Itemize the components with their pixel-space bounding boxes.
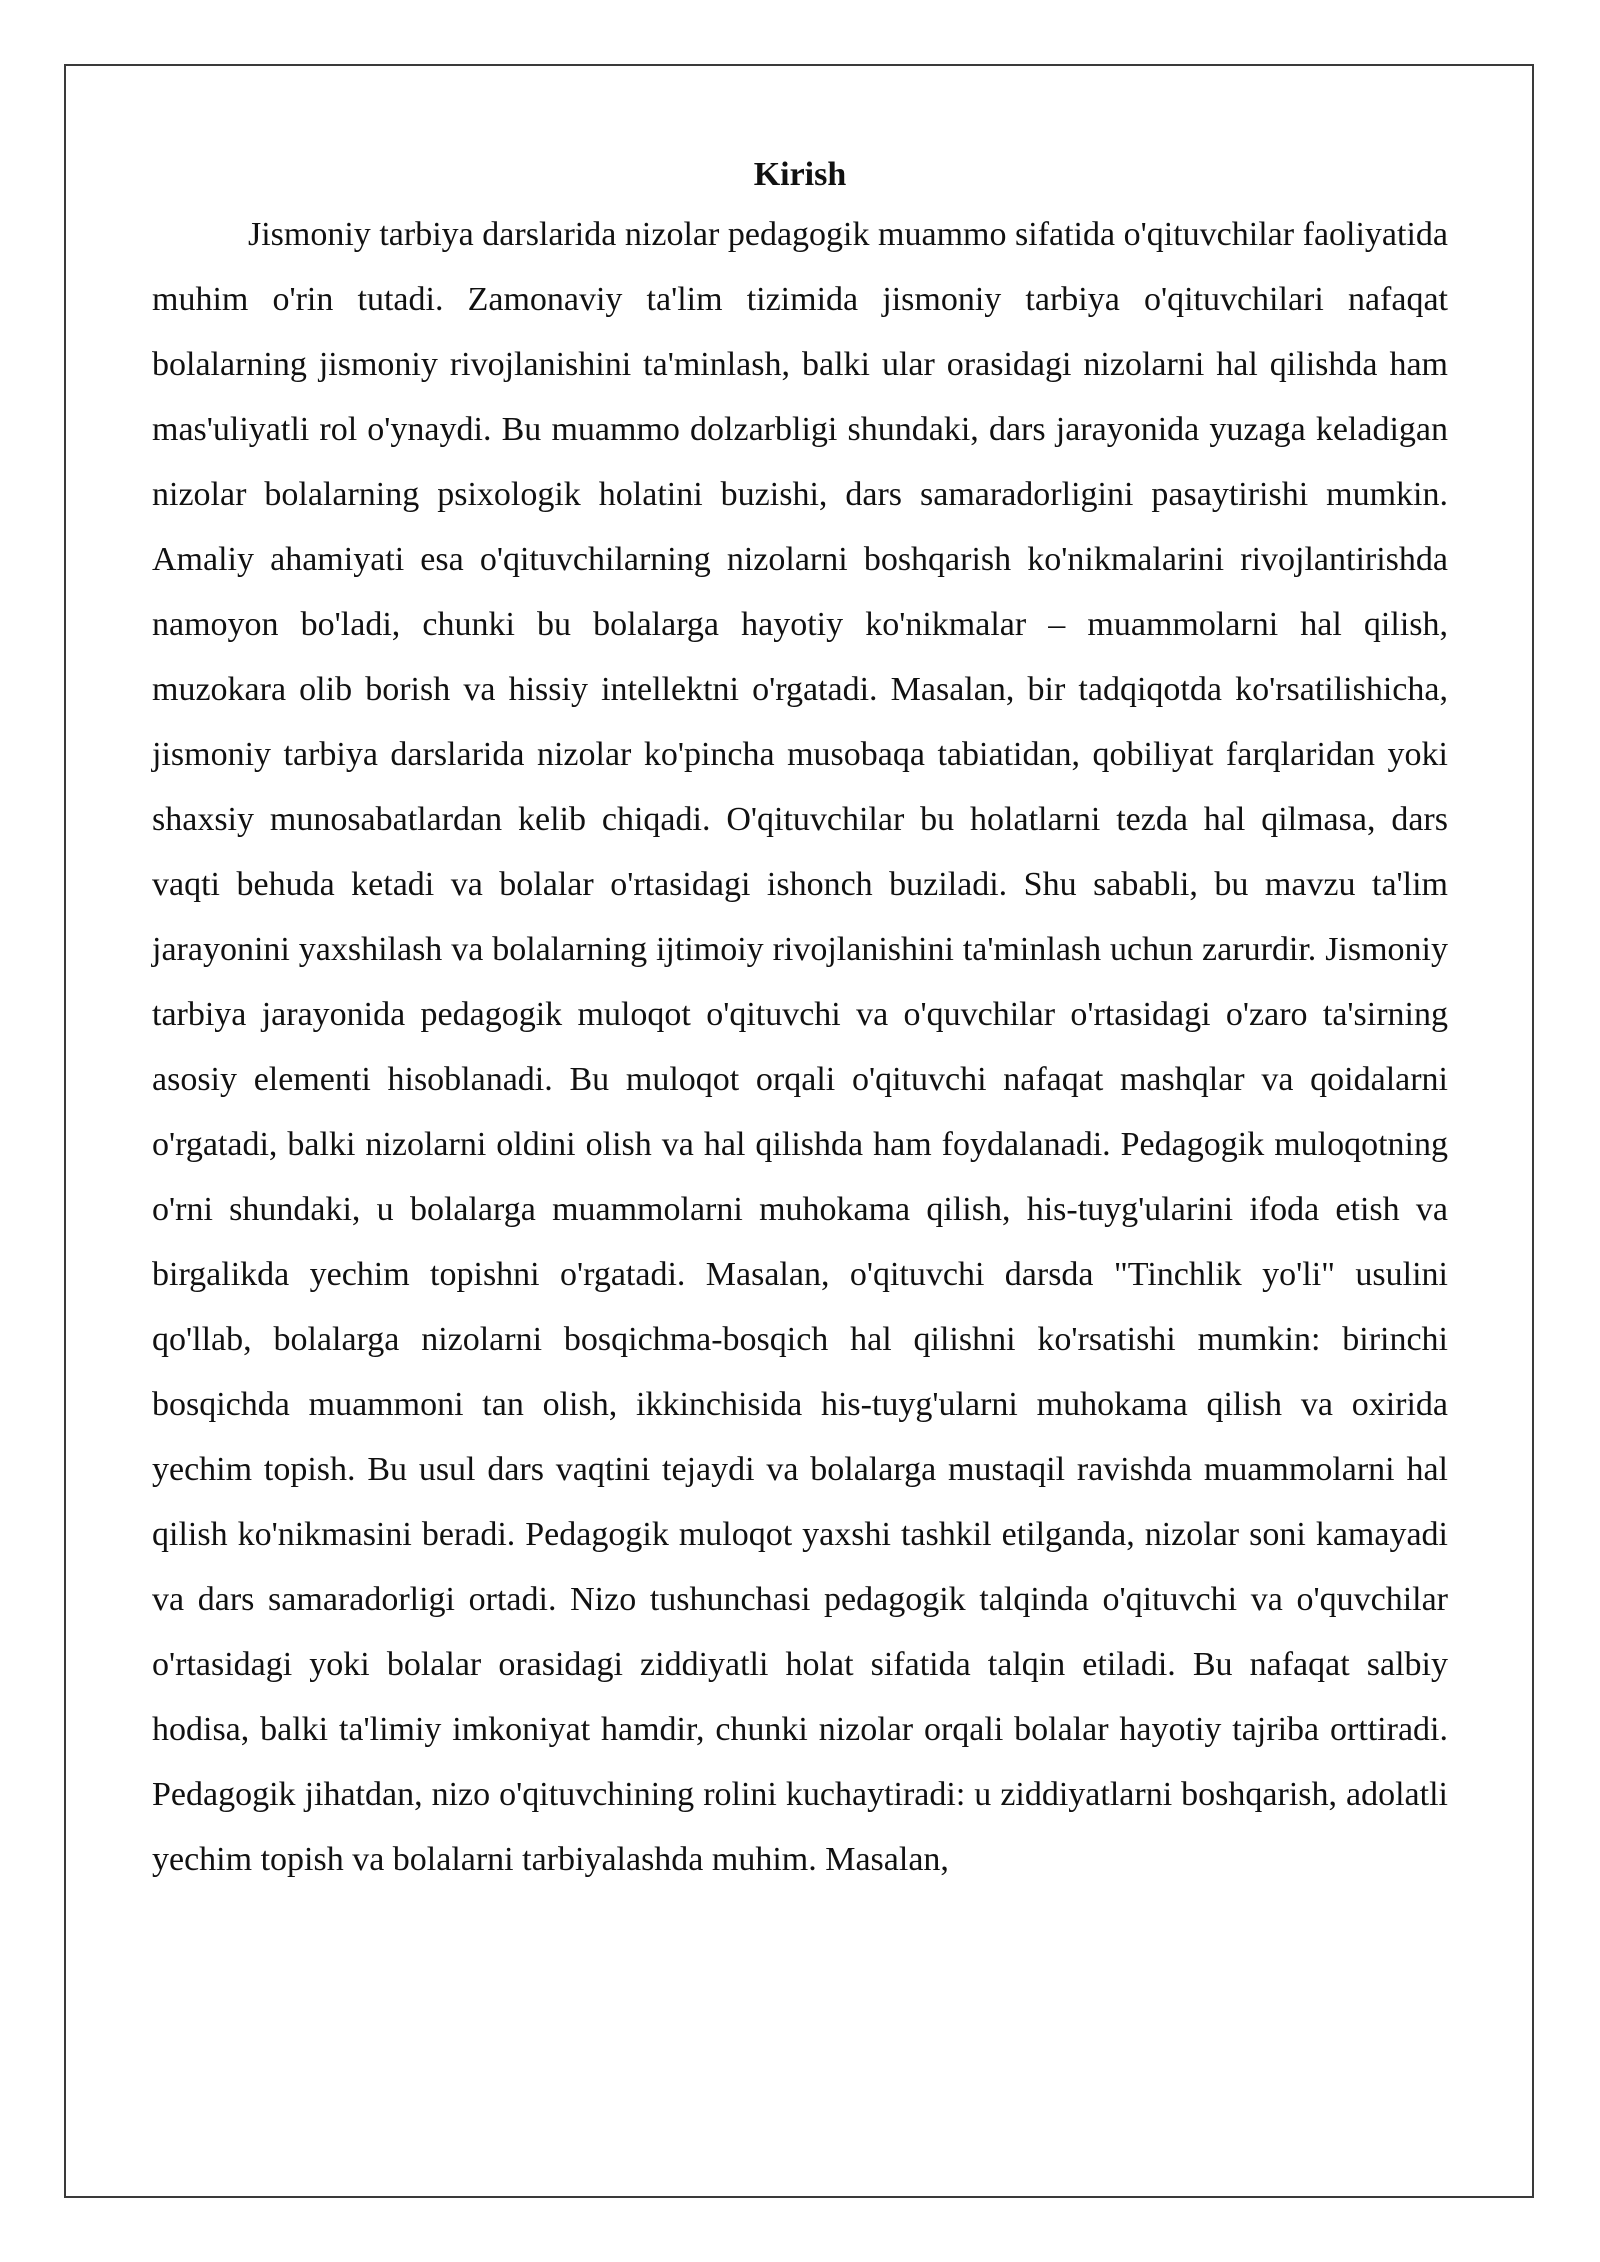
body-paragraph: Jismoniy tarbiya darslarida nizolar pedagogik muammo sifatida o'qituvchilar faoliyatida muhim o'rin tutadi. Zamonaviy ta'lim tizimida jismoniy tarbiya o'qituvchilari nafaqat bolalarning jismoniy rivojlanishini ta'minlash, balki ular orasidagi nizolarni hal qilishda ham mas'uliyatli rol o'ynaydi. Bu muammo dolzarbligi shundaki, dars jarayonida yuzaga keladigan nizolar bolalarning psixologik holatini buzishi, dars samaradorligini pasaytirishi mumkin. Amaliy ahamiyati esa o'qituvchilarning nizolarni boshqarish ko'nikmalarini rivojlantirishda namoyon bo'ladi, chunki bu bolalarga hayotiy ko'nikmalar – muammolarni hal qilish, muzokara olib borish va hissiy intellektni o'rgatadi. Masalan, bir tadqiqotda ko'rsatilishicha, jismoniy tarbiya darslarida nizolar ko'pincha musobaqa tabiatidan, qobiliyat farqlaridan yoki shaxsiy munosabatlardan kelib chiqadi. O'qituvchilar bu holatlarni tezda hal qilmasa, dars vaqti behuda ketadi va bolalar o'rtasidagi ishonch buziladi. Shu sababli, bu mavzu ta'lim jarayonini yaxshilash va bolalarning ijtimoiy rivojlanishini ta'minlash uchun zarurdir. Jismoniy tarbiya jarayonida pedagogik muloqot o'qituvchi va o'quvchilar o'rtasidagi o'zaro ta'sirning asosiy elementi hisoblanadi. Bu muloqot orqali o'qituvchi nafaqat mashqlar va qoidalarni o'rgatadi, balki nizolarni oldini olish va hal qilishda ham foydalanadi. Pedagogik muloqotning o'rni shundaki, u bolalarga muammolarni muhokama qilish, his-tuyg'ularini ifoda etish va birgalikda yechim topishni o'rgatadi. Masalan, o'qituvchi darsda "Tinchlik yo'li" usulini qo'llab, bolalarga nizolarni bosqichma-bosqich hal qilishni ko'rsatishi mumkin: birinchi bosqichda muammoni tan olish, ikkinchisida his-tuyg'ularni muhokama qilish va oxirida yechim topish. Bu usul dars vaqtini tejaydi va bolalarga mustaqil ravishda muammolarni hal qilish ko'nikmasini beradi. Pedagogik muloqot yaxshi tashkil etilganda, nizolar soni kamayadi va dars samaradorligi ortadi. Nizo tushunchasi pedagogik talqinda o'qituvchi va o'quvchilar o'rtasidagi yoki bolalar orasidagi ziddiyatli holat sifatida talqin etiladi. Bu nafaqat salbiy hodisa, balki ta'limiy imkoniyat hamdir, chunki nizolar orqali bolalar hayotiy tajriba orttiradi. Pedagogik jihatdan, nizo o'qituvchining rolini kuchaytiradi: u ziddiyatlarni boshqarish, adolatli yechim topish va bolalarni tarbiyalashda muhim. Masalan,: [152, 216, 1448, 1878]
page-content: [152, 148, 1448, 1892]
page-title: Kirish: [753, 156, 847, 193]
